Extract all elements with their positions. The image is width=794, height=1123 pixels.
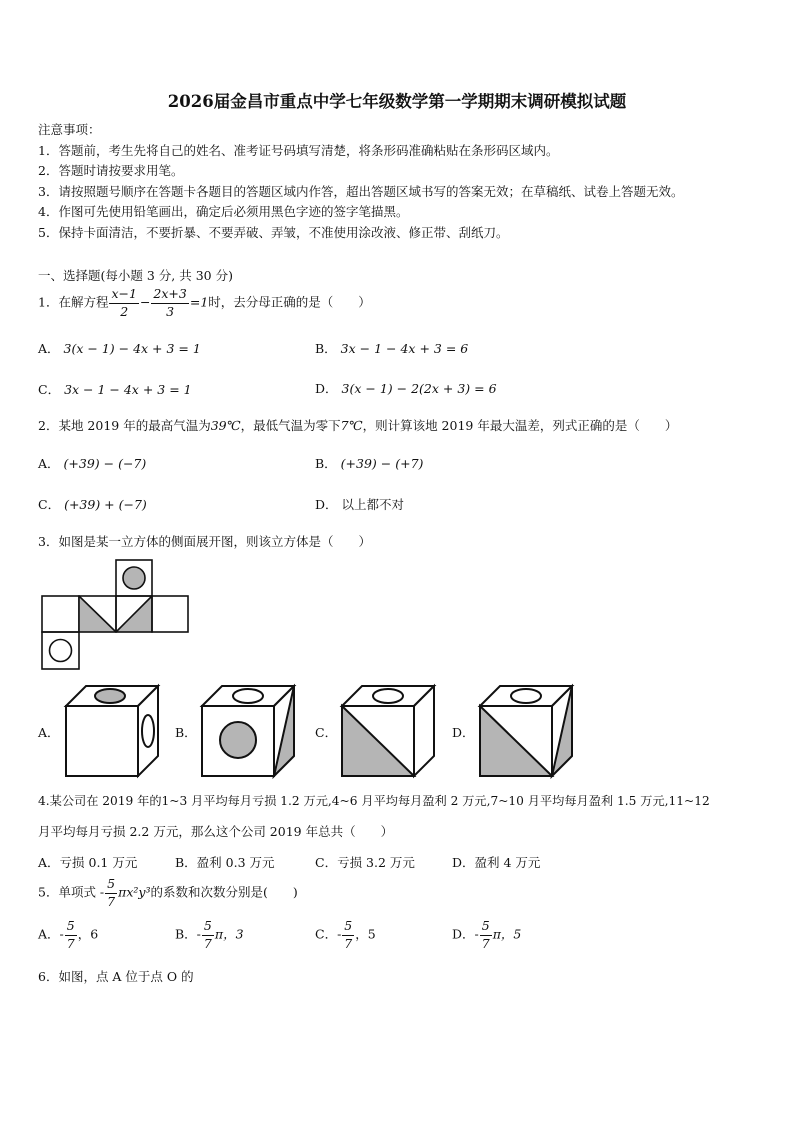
q4-option-b: B．盈利 0.3 万元 [175,855,275,870]
question-2-stem: 2．某地 2019 年的最高气温为39℃，最低气温为零下7℃，则计算该地 2019 年最大温差，列式正确的是（ ） [38,418,678,433]
q4-option-d: D．盈利 4 万元 [452,855,541,870]
q3-option-c-label: C． [315,725,338,740]
notice-block [38,120,683,243]
q4-option-c: C．亏损 3.2 万元 [315,855,415,870]
net-top-circle [123,567,145,589]
q3-option-b-label: B． [175,725,197,740]
question-4-line-2: 月平均每月亏损 2.2 万元，那么这个公司 2019 年总共（ ） [38,824,394,839]
q1-option-b: B． 3x − 1 − 4x + 3 = 6 [315,341,469,356]
q4-option-a: A．亏损 0.1 万元 [38,855,138,870]
q5-option-c: C．- $\frac{5}{7}$ ，5 [315,918,376,951]
notice-item: 4．作图可先使用铅笔画出，确定后必须用黑色字迹的签字笔描黑。 [38,204,409,219]
q1-option-d: D． 3(x − 1) − 2(2x + 3) = 6 [315,381,497,396]
page-title: 2026届金昌市重点中学七年级数学第一学期期末调研模拟试题 [167,92,627,111]
q3-cube-c [338,682,438,780]
q1-option-c: C． 3x − 1 − 4x + 3 = 1 [38,382,192,397]
q2-option-b: B． (+39) − (+7) [315,456,424,471]
q1-fraction-2: $\frac{2x+3}{3}$ [153,286,187,319]
q1-option-a: A． 3(x − 1) − 4x + 3 = 1 [38,341,201,356]
net-bottom-circle [50,640,72,662]
q3-cube-b [198,682,298,780]
notice-item: 5．保持卡面清洁，不要折暴、不要弄破、弄皱，不准使用涂改液、修正带、刮纸刀。 [38,224,509,240]
notice-item: 2．答题时请按要求用笔。 [38,163,184,178]
q2-option-c: C． (+39) + (−7) [38,497,147,512]
q1-prefix: 1．在解方程 [38,294,109,310]
q2-option-d: D． 以上都不对 [315,497,405,512]
q2-option-a: A． (+39) − (−7) [38,456,147,471]
q1-fraction-1: $\frac{x-1}{2}$ [111,286,137,319]
q5-option-a: A．- $\frac{5}{7}$ ，6 [38,918,99,951]
q1-eq: =1 [189,294,209,310]
q5-option-b: B．- $\frac{5}{7}$ π，3 [175,918,244,951]
q1-minus: − [139,294,151,310]
question-3-stem: 3．如图是某一立方体的侧面展开图，则该立方体是（ ） [38,534,371,549]
question-4-line-1: 4.某公司在 2019 年的1~3 月平均每月亏损 1.2 万元,4~6 月平均每月盈利 2 万元,7~10 月平均每月盈利 1.5 万元,11~12 [38,794,710,808]
question-6-stem: 6．如图，点 A 位于点 O 的 [38,969,194,984]
q3-option-a-label: A． [38,725,60,740]
q3-cube-d [476,682,576,780]
notice-item: 3．请按照题号顺序在答题卡各题目的答题区域内作答，超出答题区域书写的答案无效；在草稿纸、试卷上答题无效。 [38,183,684,199]
q3-option-d-label: D． [452,725,475,740]
notice-heading: 注意事项： [38,122,101,137]
q5-option-d: D．- $\frac{5}{7}$ π，5 [452,918,522,951]
q3-cube-a [62,682,162,780]
q1-suffix: 时，去分母正确的是（ ） [208,294,371,310]
notice-item: 1．答题前，考生先将自己的姓名、准考证号码填写清楚，将条形码准确粘贴在条形码区域内。 [38,142,559,158]
section-heading: 一、选择题(每小题 3 分, 共 30 分) [38,268,233,283]
q5-fraction: $\frac{5}{7}$ [107,876,116,909]
question-1-stem [38,288,371,318]
cube-net-figure [38,558,198,673]
question-5-stem: 5．单项式 - $\frac{5}{7}$ πx²y³的系数和次数分别是( ) [38,876,298,909]
